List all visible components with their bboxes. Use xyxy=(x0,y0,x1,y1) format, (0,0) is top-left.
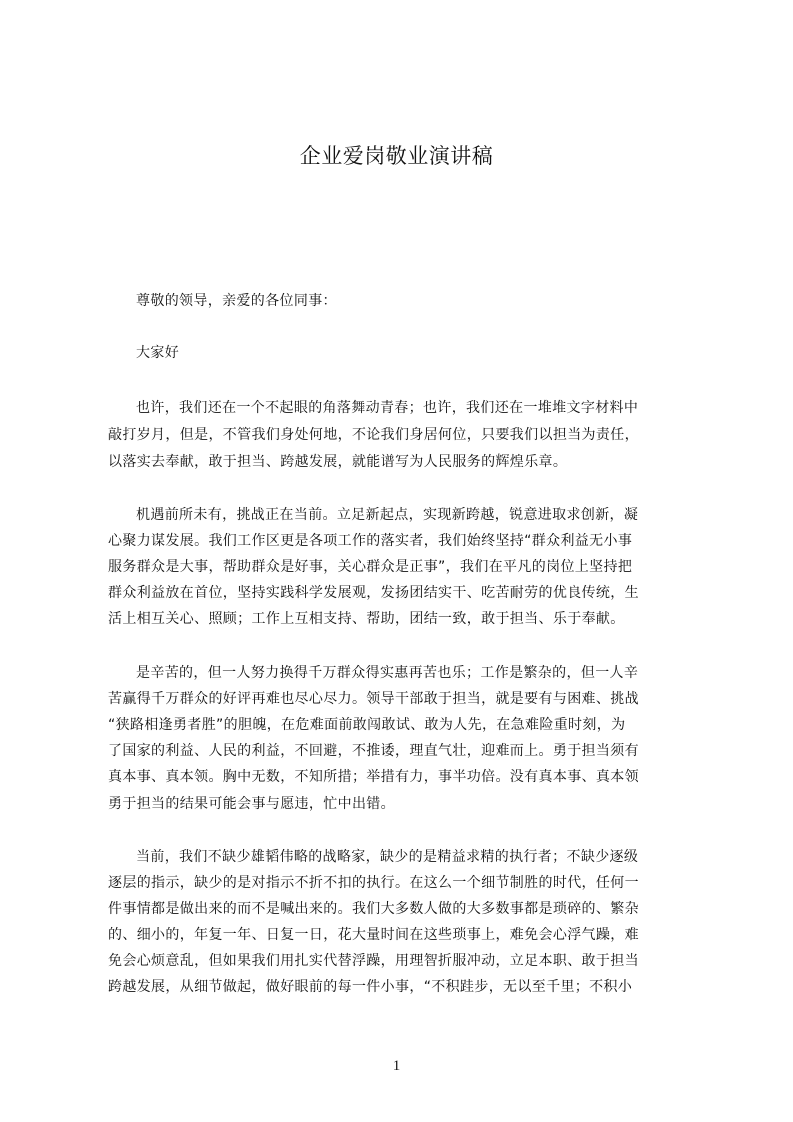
paragraph-4-line-5: 免会心烦意乱，但如果我们用扎实代替浮躁，用理智折服冲动，立足本职、敢于担当 xyxy=(108,953,639,969)
paragraph-2-line-2: 心聚力谋发展。我们工作区更是各项工作的落实者，我们始终坚持“群众利益无小事 xyxy=(108,533,633,549)
paragraph-3-line-3: “狭路相逢勇者胜”的胆魄，在危难面前敢闯敢试、敢为人先，在急难险重时刻，为 xyxy=(108,717,626,733)
paragraph-4-line-1: 当前，我们不缺少雄韬伟略的战略家，缺少的是精益求精的执行者；不缺少逐级 xyxy=(136,849,639,865)
greeting: 大家好 xyxy=(136,345,180,361)
paragraph-3-line-6: 勇于担当的结果可能会事与愿违，忙中出错。 xyxy=(108,796,395,812)
paragraph-1-line-3: 以落实去奉献，敢于担当、跨越发展，就能谱写为人民服务的辉煌乐章。 xyxy=(108,454,568,470)
salutation: 尊敬的领导，亲爱的各位同事： xyxy=(136,293,337,309)
paragraph-3-line-1: 是辛苦的，但一人努力换得千万群众得实惠再苦也乐；工作是繁杂的，但一人辛 xyxy=(136,665,639,681)
paragraph-3-line-4: 了国家的利益、人民的利益，不回避，不推诿，理直气壮，迎难而上。勇于担当须有 xyxy=(108,743,639,759)
document-title: 企业爱岗敬业演讲稿 xyxy=(299,144,494,168)
paragraph-1-line-2: 敲打岁月，但是，不管我们身处何地，不论我们身居何位，只要我们以担当为责任， xyxy=(108,427,639,443)
paragraph-4-line-4: 的、细小的，年复一年、日复一日，花大量时间在这些琐事上，难免会心浮气躁，难 xyxy=(108,927,639,943)
paragraph-2-line-3: 服务群众是大事，帮助群众是好事，关心群众是正事”，我们在平凡的岗位上坚持把 xyxy=(108,559,633,575)
paragraph-2-line-5: 活上相互关心、照顾；工作上互相支持、帮助，团结一致，敢于担当、乐于奉献。 xyxy=(108,611,625,627)
paragraph-2-line-4: 群众利益放在首位，坚持实践科学发展观，发扬团结实干、吃苦耐劳的优良传统，生 xyxy=(108,585,639,601)
paragraph-4-line-2: 逐层的指示，缺少的是对指示不折不扣的执行。在这么一个细节制胜的时代，任何一 xyxy=(108,875,639,891)
page-number: 1 xyxy=(392,1058,401,1074)
paragraph-1-line-1: 也许，我们还在一个不起眼的角落舞动青春；也许，我们还在一堆堆文字材料中 xyxy=(136,400,639,416)
paragraph-4-line-3: 件事情都是做出来的而不是喊出来的。我们大多数人做的大多数事都是琐碎的、繁杂 xyxy=(108,901,639,917)
paragraph-3-line-2: 苦赢得千万群众的好评再难也尽心尽力。领导干部敢于担当，就是要有与困难、挑战 xyxy=(108,691,639,707)
paragraph-2-line-1: 机遇前所未有，挑战正在当前。立足新起点，实现新跨越，锐意进取求创新，凝 xyxy=(136,507,639,523)
paragraph-3-line-5: 真本事、真本领。胸中无数，不知所措；举措有力，事半功倍。没有真本事、真本领 xyxy=(108,769,639,785)
paragraph-4-line-6: 跨越发展，从细节做起，做好眼前的每一件小事，“不积跬步，无以至千里；不积小 xyxy=(108,979,633,995)
